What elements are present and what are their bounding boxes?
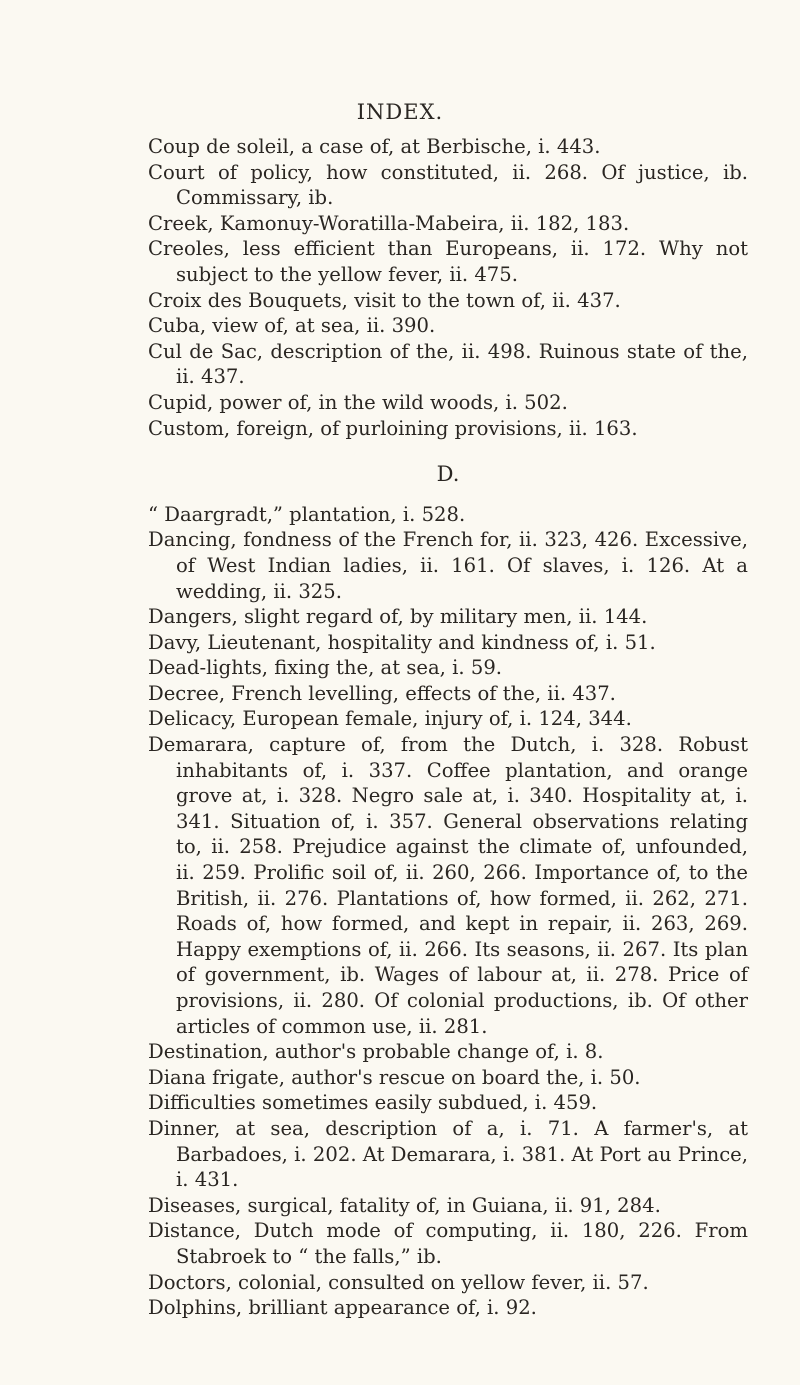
index-entry: Cul de Sac, description of the, ii. 498. Ruinous state of the, ii. 437. [148, 339, 748, 389]
index-entry: “ Daargradt,” plantation, i. 528. [148, 502, 466, 526]
index-entry: Dead-lights, fixing the, at sea, i. 59. [148, 656, 503, 680]
index-entry: Decree, French levelling, effects of the, ii. 437. [148, 681, 616, 705]
index-entry: Demarara, capture of, from the Dutch, i. 328. Robust inhabitants of, i. 337. Coffee plantation, and orange grove at, i. 328. Negro sale at, i. 340. Hospitality at, i. 341. Situation of, i. 357. General observations relating to, ii. 258. Prejudice against the climate of, unfounded, ii. 259. Prolific soil of, ii. 260, 266. Importance of, to the British, ii. 276. Plantations of, how formed, ii. 262, 271. Roads of, how formed, and kept in repair, ii. 263, 269. Happy exemptions of, ii. 266. Its seasons, ii. 267. Its plan of government, ib. Wages of labour at, ii. 278. Price of provisions, ii. 280. Of colonial productions, ib. Of other articles of common use, ii. 281. [148, 733, 748, 1038]
index-entry: Dinner, at sea, description of a, i. 71. A farmer's, at Barbadoes, i. 202. At Demarara, i. 381. At Port au Prince, i. 431. [148, 1116, 748, 1192]
index-entry: Delicacy, European female, injury of, i. 124, 344. [148, 707, 632, 731]
section-heading-d: D. [436, 462, 460, 487]
index-entry: Creek, Kamonuy-Woratilla-Mabeira, ii. 182, 183. [148, 211, 630, 235]
index-entry: Diseases, surgical, fatality of, in Guiana, ii. 91, 284. [148, 1193, 661, 1217]
index-entry: Dancing, fondness of the French for, ii. 323, 426. Excessive, of West Indian ladies, ii. 161. Of slaves, i. 126. At a wedding, ii. 325. [148, 528, 748, 603]
index-entry: Diana frigate, author's rescue on board the, i. 50. [148, 1065, 641, 1089]
index-entry: Cupid, power of, in the wild woods, i. 502. [148, 390, 568, 414]
index-entry: Dolphins, brilliant appearance of, i. 92. [148, 1296, 537, 1320]
index-entries [148, 134, 748, 1321]
index-entry: Coup de soleil, a case of, at Berbische, i. 443. [148, 135, 601, 158]
index-entry: Davy, Lieutenant, hospitality and kindness of, i. 51. [148, 630, 656, 654]
index-entry: Difficulties sometimes easily subdued, i. 459. [148, 1091, 598, 1115]
index-section-c [148, 134, 748, 441]
index-entry: Doctors, colonial, consulted on yellow fever, ii. 57. [148, 1270, 649, 1294]
index-entry: Dangers, slight regard of, by military men, ii. 144. [148, 605, 648, 629]
index-entry: Croix des Bouquets, visit to the town of, ii. 437. [148, 288, 621, 312]
index-entry: Court of policy, how constituted, ii. 268. Of justice, ib. Commissary, ib. [148, 160, 748, 210]
running-head: INDEX. [356, 100, 444, 124]
index-section-d [148, 502, 748, 1321]
index-entry: Cuba, view of, at sea, ii. 390. [148, 314, 436, 338]
index-entry: Destination, author's probable change of, i. 8. [148, 1040, 604, 1064]
index-entry: Creoles, less efficient than Europeans, ii. 172. Why not subject to the yellow fever, ii. 475. [148, 237, 748, 286]
index-entry: Custom, foreign, of purloining provisions, ii. 163. [148, 416, 638, 440]
index-entry: Distance, Dutch mode of computing, ii. 180, 226. From Stabroek to “ the falls,” ib. [148, 1219, 748, 1268]
